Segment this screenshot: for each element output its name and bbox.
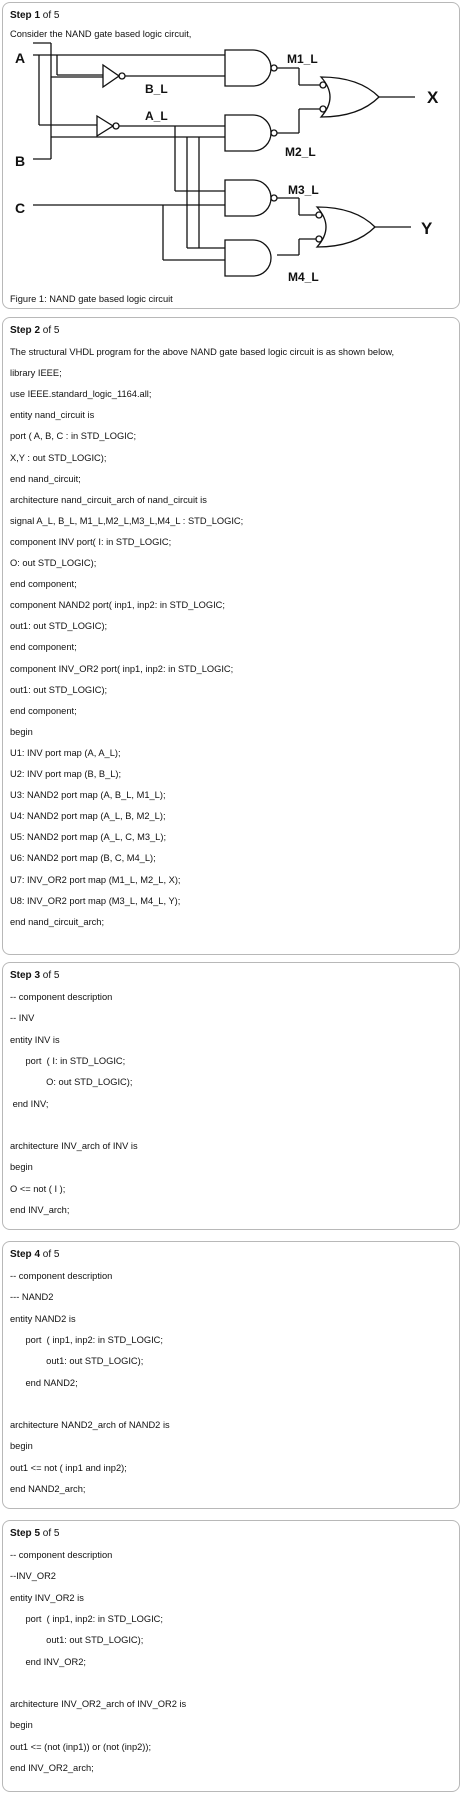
step-1-intro: Consider the NAND gate based logic circuit, bbox=[10, 29, 192, 39]
code-line: U1: INV port map (A, A_L); bbox=[10, 747, 121, 758]
code-line: port ( inp1, inp2: in STD_LOGIC; bbox=[10, 1613, 163, 1624]
signal-a-l-label: A_L bbox=[145, 109, 168, 123]
input-b-label: B bbox=[15, 153, 26, 169]
code-line: begin bbox=[10, 1441, 33, 1452]
code-line: port ( A, B, C : in STD_LOGIC; bbox=[10, 431, 137, 442]
code-line: port ( I: in STD_LOGIC; bbox=[10, 1055, 126, 1066]
code-line: out1: out STD_LOGIC); bbox=[10, 1635, 144, 1646]
code-line: component INV_OR2 port( inp1, inp2: in STD_LOGIC; bbox=[10, 663, 234, 674]
code-line: out1: out STD_LOGIC); bbox=[10, 1356, 144, 1367]
step-5-header bbox=[10, 1528, 59, 1539]
code-line: component NAND2 port( inp1, inp2: in STD_LOGIC; bbox=[10, 600, 225, 611]
code-line: end NAND2_arch; bbox=[10, 1484, 86, 1494]
code-line: use IEEE.standard_logic_1164.all; bbox=[10, 389, 152, 400]
step-3-card bbox=[2, 962, 460, 1230]
nand-circuit-diagram bbox=[3, 3, 459, 284]
code-line: U4: NAND2 port map (A_L, B, M2_L); bbox=[10, 811, 166, 822]
code-line: out1: out STD_LOGIC); bbox=[10, 684, 108, 695]
code-line: component INV port( I: in STD_LOGIC; bbox=[10, 536, 172, 547]
code-line: end nand_circuit; bbox=[10, 473, 81, 484]
step-label: Step 3 bbox=[10, 970, 41, 981]
code-line: -- component description bbox=[10, 992, 113, 1002]
step-5-card bbox=[2, 1520, 460, 1792]
step-3-header bbox=[10, 970, 59, 981]
code-line: U7: INV_OR2 port map (M1_L, M2_L, X); bbox=[10, 874, 181, 885]
step-label: Step 2 bbox=[10, 325, 41, 336]
code-line: entity INV is bbox=[10, 1034, 60, 1045]
code-line: entity nand_circuit is bbox=[10, 410, 95, 421]
input-a-label: A bbox=[15, 50, 26, 66]
code-line: architecture nand_circuit_arch of nand_circuit is bbox=[10, 494, 207, 505]
step-label: Step 4 bbox=[10, 1249, 41, 1260]
code-line: U5: NAND2 port map (A_L, C, M3_L); bbox=[10, 832, 167, 843]
code-line: U6: NAND2 port map (B, C, M4_L); bbox=[10, 853, 156, 864]
code-line: end NAND2; bbox=[10, 1377, 78, 1388]
code-line: -- component description bbox=[10, 1550, 113, 1560]
code-line: X,Y : out STD_LOGIC); bbox=[10, 452, 107, 463]
code-line: U3: NAND2 port map (A, B_L, M1_L); bbox=[10, 790, 166, 801]
code-line: architecture NAND2_arch of NAND2 is bbox=[10, 1420, 170, 1431]
code-line: begin bbox=[10, 726, 33, 737]
step-of: of 5 bbox=[42, 1528, 60, 1539]
code-line: O <= not ( I ); bbox=[10, 1183, 66, 1194]
signal-m4-l-label: M4_L bbox=[288, 270, 319, 284]
step-4-card bbox=[2, 1241, 460, 1509]
code-line: entity INV_OR2 is bbox=[10, 1592, 84, 1603]
code-line: --- NAND2 bbox=[10, 1292, 54, 1303]
code-line: --INV_OR2 bbox=[10, 1571, 56, 1582]
code-line: out1 <= (not (inp1)) or (not (inp2)); bbox=[10, 1741, 152, 1752]
code-line: end INV_arch; bbox=[10, 1205, 70, 1215]
code-line: end INV_OR2_arch; bbox=[10, 1763, 94, 1773]
code-line: O: out STD_LOGIC); bbox=[10, 1077, 133, 1088]
step-label: Step 5 bbox=[10, 1528, 41, 1539]
step-1-card bbox=[2, 2, 460, 309]
code-line: begin bbox=[10, 1720, 33, 1731]
code-line: end component; bbox=[10, 705, 77, 716]
code-line: end nand_circuit_arch; bbox=[10, 916, 105, 927]
signal-b-l-label: B_L bbox=[145, 82, 168, 96]
code-line: port ( inp1, inp2: in STD_LOGIC; bbox=[10, 1334, 163, 1345]
step-label: Step 1 bbox=[10, 10, 41, 21]
code-line: U2: INV port map (B, B_L); bbox=[10, 769, 122, 779]
code-line: out1 <= not ( inp1 and inp2); bbox=[10, 1462, 127, 1473]
output-x-label: X bbox=[427, 88, 439, 107]
figure-caption: Figure 1: NAND gate based logic circuit bbox=[10, 294, 173, 304]
step-of: of 5 bbox=[42, 1249, 60, 1260]
signal-m3-l-label: M3_L bbox=[288, 183, 319, 197]
output-y-label: Y bbox=[421, 219, 433, 238]
code-line: O: out STD_LOGIC); bbox=[10, 558, 97, 568]
code-line: begin bbox=[10, 1162, 33, 1173]
input-c-label: C bbox=[15, 200, 26, 216]
code-line: signal A_L, B_L, M1_L,M2_L,M3_L,M4_L : STD_LOGIC; bbox=[10, 515, 244, 526]
code-line: -- component description bbox=[10, 1271, 113, 1281]
step-of: of 5 bbox=[42, 10, 60, 21]
code-line: architecture INV_OR2_arch of INV_OR2 is bbox=[10, 1699, 187, 1710]
code-line: end INV; bbox=[10, 1098, 49, 1109]
code-line: end component; bbox=[10, 579, 77, 590]
code-line: end component; bbox=[10, 642, 77, 653]
code-line: -- INV bbox=[10, 1013, 35, 1024]
code-line: end INV_OR2; bbox=[10, 1656, 86, 1667]
code-line: architecture INV_arch of INV is bbox=[10, 1141, 138, 1152]
step-of: of 5 bbox=[42, 970, 60, 981]
signal-m2-l-label: M2_L bbox=[285, 145, 316, 159]
signal-m1-l-label: M1_L bbox=[287, 52, 318, 66]
code-line: out1: out STD_LOGIC); bbox=[10, 621, 108, 632]
code-line: U8: INV_OR2 port map (M3_L, M4_L, Y); bbox=[10, 895, 181, 906]
step-4-header bbox=[10, 1249, 59, 1260]
code-line: entity NAND2 is bbox=[10, 1313, 76, 1324]
code-line: The structural VHDL program for the above NAND gate based logic circuit is as shown below, bbox=[10, 347, 395, 357]
step-of: of 5 bbox=[42, 325, 60, 336]
code-line: library IEEE; bbox=[10, 368, 62, 379]
step-2-card bbox=[2, 317, 460, 955]
step-2-header bbox=[10, 325, 59, 336]
